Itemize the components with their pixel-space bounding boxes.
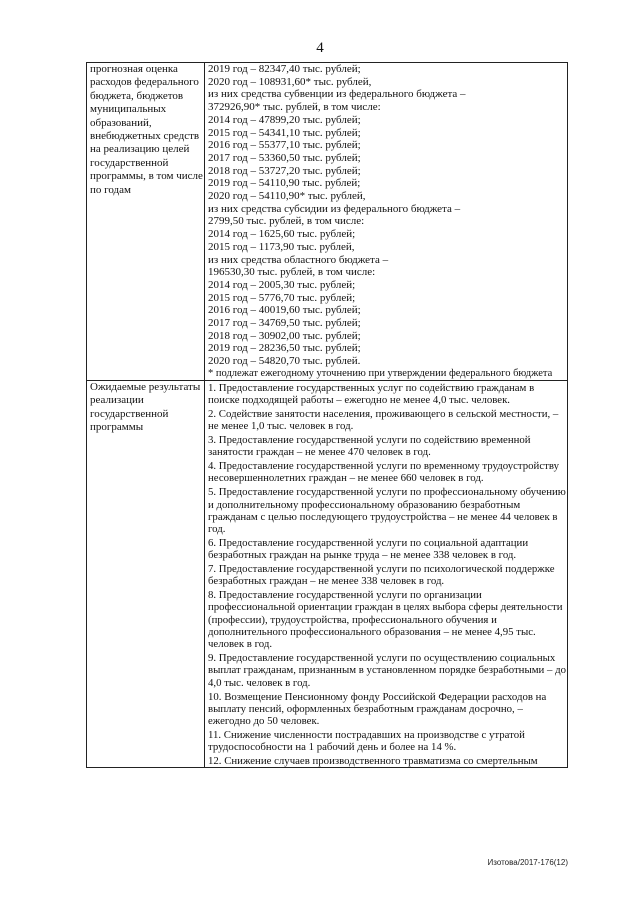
funding-line: из них средства субсидии из федерального бюджета – [208,202,461,215]
result-item: 2. Содействие занятости населения, проживающего в сельской местности, – не менее 1,0 тыс. человек в год. [208,407,559,433]
funding-label: прогнозная оценка расходов федерального бюджета, бюджетов муниципальных образований, внебюджетных средств на реализацию целей государственной программы, в том числе по годам [87,63,205,381]
result-item: 3. Предоставление государственной услуги по содействию временной занятости граждан – не менее 470 человек в год. [208,434,531,459]
result-item: 7. Предоставление государственной услуги по психологической поддержке безработных граждан – не менее 338 человек в год. [208,563,555,588]
result-item: 6. Предоставление государственной услуги по социальной адаптации безработных граждан на рынке труда – не менее 338 человек в год. [208,536,529,562]
funding-line: 2019 год – 54110,90 тыс. рублей; [208,177,361,190]
funding-line: 2020 год – 54110,90* тыс. рублей, [208,190,366,203]
funding-line: 2014 год – 47899,20 тыс. рублей; [208,113,361,126]
funding-line: 2015 год – 5776,70 тыс. рублей; [208,291,356,304]
result-item: 12. Снижение случаев производственного травматизма со смертельным [208,754,538,767]
result-item: 9. Предоставление государственной услуги по осуществлению социальных выплат гражданам, признанным в установленном порядке безработными – до 4,0 тыс. человек в год. [208,652,566,689]
funding-line: 2018 год – 30902,00 тыс. рублей; [208,329,361,342]
result-item: 1. Предоставление государственных услуг по содействию гражданам в поиске подходящей работы – ежегодно не менее 4,0 тыс. человек. [208,381,535,407]
funding-line: из них средства субвенции из федерального бюджета – [208,88,466,101]
funding-line: 2015 год – 54341,10 тыс. рублей; [208,126,361,139]
funding-line: 2016 год – 55377,10 тыс. рублей; [208,139,361,152]
funding-line: 2014 год – 2005,30 тыс. рублей; [208,278,356,291]
funding-line: 2799,50 тыс. рублей, в том числе: [208,215,365,228]
program-passport-table [86,62,568,768]
table-row-results [87,380,568,767]
funding-line: 2014 год – 1625,60 тыс. рублей; [208,228,356,241]
document-footer-code: Изотова/2017-176(12) [487,858,568,867]
funding-line: 2019 год – 82347,40 тыс. рублей; [208,63,361,75]
results-label: Ожидаемые результаты реализации государственной программы [87,380,205,767]
results-values [205,380,568,767]
funding-line: из них средства областного бюджета – [208,253,389,266]
funding-line: 2019 год – 28236,50 тыс. рублей; [208,342,361,355]
funding-line: 2020 год – 108931,60* тыс. рублей, [208,75,372,88]
result-item: 5. Предоставление государственной услуги по профессиональному обучению и дополнительному профессиональному образованию безработным гражданам с целью последующего трудоустройства – не менее 44 человек в год. [208,486,566,536]
result-item: 4. Предоставление государственной услуги по временному трудоустройству несовершеннолетних граждан – не менее 660 человек в год. [208,460,559,485]
funding-line: 2017 год – 34769,50 тыс. рублей; [208,317,361,330]
result-item: 10. Возмещение Пенсионному фонду Российской Федерации расходов на выплату пенсий, оформленных безработным гражданам досрочно, – ежегодно до 50 человек. [208,690,547,728]
funding-line: 2018 год – 53727,20 тыс. рублей; [208,164,361,177]
page-number: 4 [316,40,324,56]
result-item: 8. Предоставление государственной услуги по организации профессиональной ориентации граждан в целях выбора сферы деятельности (профессии), трудоустройства, профессионального обучения и дополнительного профессионального образования – не менее 4,95 тыс. человек в год. [208,589,563,651]
funding-line: 2015 год – 1173,90 тыс. рублей, [208,240,355,253]
result-item: 11. Снижение численности пострадавших на производстве с утратой трудоспособности на 1 рабочий день и более на 14 %. [208,728,525,754]
funding-line: 2020 год – 54820,70 тыс. рублей. [208,355,361,368]
funding-line: 196530,30 тыс. рублей, в том числе: [208,266,376,279]
funding-line: 2017 год – 53360,50 тыс. рублей; [208,151,361,164]
table-row-funding [87,63,568,381]
funding-line: 2016 год – 40019,60 тыс. рублей; [208,304,361,317]
funding-line: 372926,90* тыс. рублей, в том числе: [208,101,381,114]
funding-footnote: * подлежат ежегодному уточнению при утверждении федерального бюджета [208,367,553,379]
funding-values [205,63,568,381]
